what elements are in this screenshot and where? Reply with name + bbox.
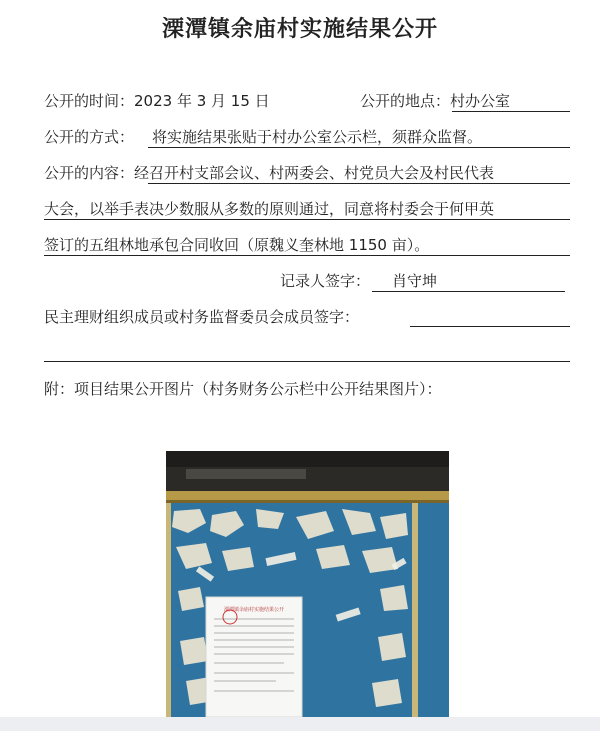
bottom-scroll-strip bbox=[0, 717, 600, 731]
attachment-label: 附：项目结果公开图片（村务财务公示栏中公开结果图片）： bbox=[44, 380, 442, 398]
time-value: 2023 年 3 月 15 日 bbox=[134, 92, 270, 110]
content-line-2: 大会，以举手表决少数服从多数的原则通过，同意将村委会于何甲英 bbox=[44, 200, 495, 218]
method-row bbox=[44, 127, 482, 147]
recorder-label: 记录人签字： bbox=[280, 272, 371, 290]
method-underline bbox=[148, 147, 570, 148]
recorder-underline bbox=[372, 291, 565, 292]
content-line-1: 经召开村支部会议、村两委会、村党员大会及村民代表 bbox=[134, 164, 495, 182]
place-underline bbox=[452, 111, 570, 112]
time-row bbox=[44, 91, 270, 111]
content-row-2 bbox=[44, 199, 494, 219]
blank-signature-line bbox=[44, 361, 570, 362]
supervisor-label: 民主理财组织成员或村务监督委员会成员签字： bbox=[44, 308, 360, 326]
recorder-value: 肖守坤 bbox=[392, 272, 438, 290]
content-label: 公开的内容： bbox=[44, 164, 135, 182]
supervisor-underline bbox=[410, 326, 570, 327]
time-label: 公开的时间： bbox=[44, 92, 135, 110]
place-value: 村办公室 bbox=[450, 92, 511, 110]
notice-board-illustration bbox=[166, 451, 449, 717]
notice-board-photo bbox=[166, 451, 449, 717]
notice-title: 溧潭镇余庙村实施结果公开 bbox=[223, 607, 285, 613]
method-value: 将实施结果张贴于村办公室公示栏，须群众监督。 bbox=[152, 128, 483, 146]
place-label: 公开的地点： bbox=[360, 92, 451, 110]
content-underline-1 bbox=[148, 183, 570, 184]
content-row-3 bbox=[44, 235, 429, 255]
supervisor-row bbox=[44, 307, 359, 327]
attachment-row bbox=[44, 379, 442, 399]
recorder-row bbox=[280, 271, 437, 291]
method-label: 公开的方式： bbox=[44, 128, 135, 146]
content-underline-3 bbox=[44, 255, 570, 256]
content-line-3: 签订的五组林地承包合同收回（原魏义奎林地 1150 亩）。 bbox=[44, 236, 430, 254]
place-row bbox=[360, 91, 510, 111]
page-title: 溧潭镇余庙村实施结果公开 bbox=[161, 17, 438, 42]
content-row-1 bbox=[44, 163, 494, 183]
content-underline-2 bbox=[44, 219, 570, 220]
